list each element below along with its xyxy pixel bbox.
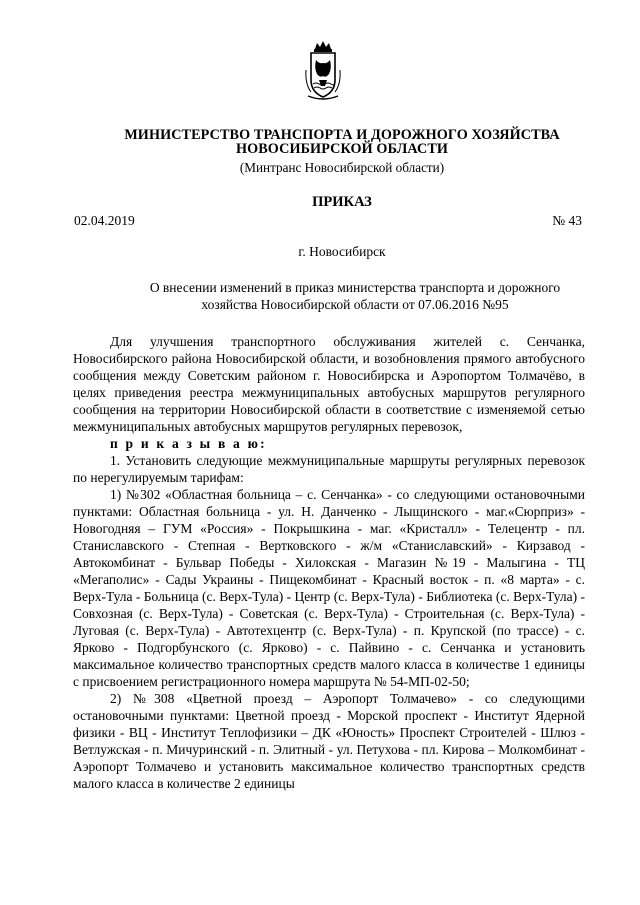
ministry-name-line1: МИНИСТЕРСТВО ТРАНСПОРТА И ДОРОЖНОГО ХОЗЯЙСТВА: [124, 127, 560, 143]
item-1-2-paragraph: 2) №308 «Цветной проезд – Аэропорт Толмачево» - со следующими остановочными пунктами: Цветной проезд - Морской проспект - Институт Ядерной физики - ВЦ - Институт Теплофизики – ДК «Юность» Проспект Строителей - Шлюз - Ветлужская - п. Мичуринский - п. Элитный - ул. Петухова - пл. Кирова – Молкомбинат - Аэропорт Толмачево и установить максимальное количество транспортных средств малого класса в количестве 2 единицы: [73, 691, 585, 791]
order-word: п р и к а з ы в а ю:: [110, 436, 267, 451]
document-subject: О внесении изменений в приказ министерства транспорта и дорожного хозяйства Новосибирской области от 07.06.2016 №95: [149, 280, 561, 312]
document-type-title: ПРИКАЗ: [312, 194, 372, 210]
document-number: № 43: [552, 213, 582, 228]
coat-of-arms-icon: [302, 40, 344, 102]
document-city: г. Новосибирск: [298, 244, 386, 259]
intro-paragraph: Для улучшения транспортного обслуживания жителей с. Сенчанка, Новосибирского района Новосибирской области, и возобновления прямого автобусного сообщения между Советским районом г. Новосибирска и Аэропортом Толмачёво, в целях приведения реестра межмуниципальных автобусных маршрутов регулярного сообщения на территории Новосибирской области в соответствие с изменяемой сетью межмуниципальных автобусных маршрутов регулярных перевозок,: [73, 334, 585, 434]
ministry-short-name: (Минтранс Новосибирской области): [239, 160, 445, 175]
item-1-paragraph: 1. Установить следующие межмуниципальные маршруты регулярных перевозок по нерегулируемым тарифам:: [73, 453, 585, 485]
ministry-name-line2: НОВОСИБИРСКОЙ ОБЛАСТИ: [235, 141, 449, 157]
document-date: 02.04.2019: [74, 213, 135, 228]
item-1-1-paragraph: 1) №302 «Областная больница – с. Сенчанка» - со следующими остановочными пунктами: Областная больница - ул. Н. Данченко - Лыщинского - маг.«Сюрприз» - Новогодняя – ГУМ «Россия» - Покрышкина - маг. «Кристалл» - Телецентр - пл. Станиславского - Степная - Вертковского - ж/м «Станиславский» - Кирзавод - Автокомбинат - Бульвар Победы - Хилокская - Магазин №19 - Малыгина - ТЦ «Мегаполис» - Сады Украины - Пищекомбинат - Красный восток - п. «8 марта» - с. Верх-Тула - Больница (с. Верх-Тула) - Центр (с. Верх-Тула) - Библиотека (с. Верх-Тула) - Совхозная (с. Верх-Тула) - Советская (с. Верх-Тула) - Строительная (с. Верх-Тула) - Луговая (с. Верх-Тула) - Автотехцентр (с. Верх-Тула) - п. Крупской (по трассе) - с. Ярково - Подгорбунского (с. Ярково) - с. Пайвино - с. Сенчанка и установить максимальное количество транспортных средств малого класса в количестве 1 единицы с присвоением регистрационного номера маршрута № 54-МП-02-50;: [73, 487, 585, 689]
document-body: [73, 333, 585, 792]
